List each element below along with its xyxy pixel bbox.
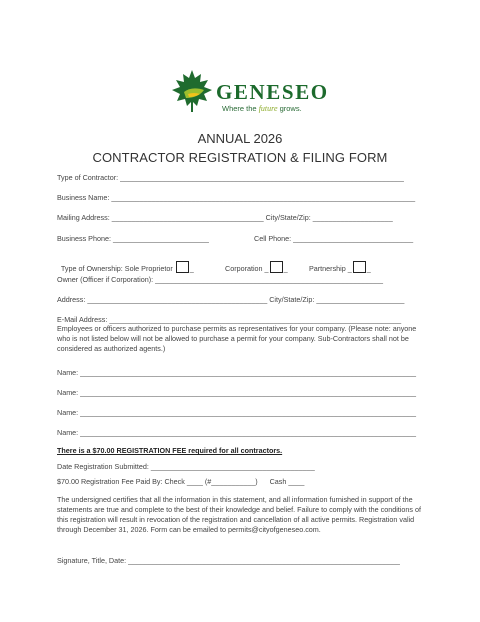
business-name-field[interactable]: Business Name: ____________________________________________________________________________ (57, 193, 416, 202)
ownership-row: Type of Ownership: Sole Proprietor _ (57, 252, 194, 273)
employees-note: Employees or officers authorized to purchase permits as representatives for your company. (Please note: anyone who is not listed below will not be allowed to purchase a permit for your company. Sub-Contractors shall not be considered as authorized agents.) (57, 324, 417, 353)
sole-proprietor-checkbox[interactable] (176, 261, 189, 273)
corporation-option: Corporation _ _ (221, 252, 288, 273)
authorized-name-field-4[interactable]: Name: ____________________________________________________________________________________ (57, 428, 416, 437)
logo-wordmark: GENESEO (216, 80, 329, 104)
signature-field[interactable]: Signature, Title, Date: ____________________________________________________________________ (57, 556, 400, 565)
address-field[interactable]: Address: _____________________________________________ City/State/Zip: ______________________ (57, 295, 405, 304)
maple-leaf-icon (170, 68, 214, 114)
form-year-title: ANNUAL 2026 (197, 131, 283, 146)
fee-paid-field[interactable]: $70.00 Registration Fee Paid By: Check ____ (#___________) Cash ____ (57, 477, 305, 486)
email-field[interactable]: E-Mail Address: _________________________________________________________________________ (57, 315, 402, 324)
authorized-name-field-2[interactable]: Name: ____________________________________________________________________________________ (57, 388, 416, 397)
certification-statement: The undersigned certifies that all the information in this statement, and all information furnished in support of the statements are true and complete to the best of their knowledge and belief. Failure to comply with the conditions of this registration will result in revocation of the registration and cancellation of all active permits. Registration valid through December 31, 2026. Form can be emailed to permits@cityofgeneseo.com. (57, 495, 421, 534)
form-title: CONTRACTOR REGISTRATION & FILING FORM (92, 150, 388, 165)
corporation-checkbox[interactable] (270, 261, 283, 273)
date-submitted-field[interactable]: Date Registration Submitted: _________________________________________ (57, 462, 315, 471)
partnership-checkbox[interactable] (353, 261, 366, 273)
logo-tagline: Where the future grows. (222, 104, 302, 113)
cell-phone-field[interactable]: Cell Phone: ______________________________ (254, 234, 414, 243)
owner-field[interactable]: Owner (Officer if Corporation): _________________________________________________________ (57, 275, 383, 284)
type-of-contractor-field[interactable]: Type of Contractor: _______________________________________________________________________ (57, 173, 404, 182)
partnership-option: Partnership _ _ (305, 252, 371, 273)
fee-notice: There is a $70.00 REGISTRATION FEE required for all contractors. (57, 446, 283, 455)
mailing-address-field[interactable]: Mailing Address: ______________________________________ City/State/Zip: ____________________ (57, 213, 393, 222)
business-phone-field[interactable]: Business Phone: ________________________ (57, 234, 209, 243)
authorized-name-field-3[interactable]: Name: ____________________________________________________________________________________ (57, 408, 416, 417)
authorized-name-field-1[interactable]: Name: ____________________________________________________________________________________ (57, 368, 416, 377)
geneseo-logo (170, 66, 329, 118)
